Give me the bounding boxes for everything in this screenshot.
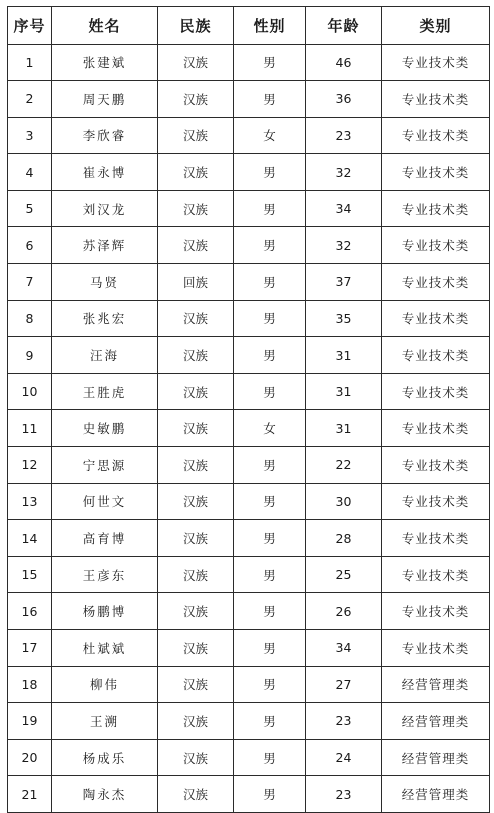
seq-cell: 3 xyxy=(8,117,52,154)
seq-cell: 12 xyxy=(8,447,52,484)
ethnicity-cell: 汉族 xyxy=(158,630,234,667)
table-row xyxy=(8,410,490,447)
sex-cell: 男 xyxy=(234,703,306,740)
sex-cell: 男 xyxy=(234,300,306,337)
header-ethnicity: 民族 xyxy=(158,7,234,45)
ethnicity-cell: 回族 xyxy=(158,264,234,301)
ethnicity-cell: 汉族 xyxy=(158,739,234,776)
sex-cell: 男 xyxy=(234,81,306,118)
category-cell: 专业技术类 xyxy=(382,337,490,374)
name-cell: 宁思源 xyxy=(52,447,158,484)
sex-cell: 男 xyxy=(234,154,306,191)
age-cell: 31 xyxy=(306,373,382,410)
age-cell: 37 xyxy=(306,264,382,301)
category-cell: 专业技术类 xyxy=(382,300,490,337)
name-cell: 王胜虎 xyxy=(52,373,158,410)
sex-cell: 男 xyxy=(234,593,306,630)
name-cell: 何世文 xyxy=(52,483,158,520)
seq-cell: 17 xyxy=(8,630,52,667)
seq-cell: 6 xyxy=(8,227,52,264)
header-age: 年龄 xyxy=(306,7,382,45)
table-row xyxy=(8,117,490,154)
category-cell: 经营管理类 xyxy=(382,776,490,813)
name-cell: 汪海 xyxy=(52,337,158,374)
sex-cell: 男 xyxy=(234,373,306,410)
seq-cell: 18 xyxy=(8,666,52,703)
sex-cell: 男 xyxy=(234,227,306,264)
ethnicity-cell: 汉族 xyxy=(158,337,234,374)
table-row xyxy=(8,154,490,191)
seq-cell: 9 xyxy=(8,337,52,374)
sex-cell: 女 xyxy=(234,117,306,154)
name-cell: 李欣睿 xyxy=(52,117,158,154)
seq-cell: 5 xyxy=(8,190,52,227)
table-row xyxy=(8,264,490,301)
table-row xyxy=(8,447,490,484)
table-row xyxy=(8,44,490,81)
header-row xyxy=(8,7,490,45)
name-cell: 杨成乐 xyxy=(52,739,158,776)
ethnicity-cell: 汉族 xyxy=(158,666,234,703)
category-cell: 专业技术类 xyxy=(382,190,490,227)
age-cell: 24 xyxy=(306,739,382,776)
seq-cell: 7 xyxy=(8,264,52,301)
table-row xyxy=(8,190,490,227)
category-cell: 专业技术类 xyxy=(382,410,490,447)
ethnicity-cell: 汉族 xyxy=(158,410,234,447)
seq-cell: 8 xyxy=(8,300,52,337)
seq-cell: 1 xyxy=(8,44,52,81)
category-cell: 经营管理类 xyxy=(382,739,490,776)
category-cell: 专业技术类 xyxy=(382,117,490,154)
name-cell: 王溯 xyxy=(52,703,158,740)
ethnicity-cell: 汉族 xyxy=(158,373,234,410)
name-cell: 刘汉龙 xyxy=(52,190,158,227)
category-cell: 经营管理类 xyxy=(382,666,490,703)
ethnicity-cell: 汉族 xyxy=(158,556,234,593)
table-row xyxy=(8,556,490,593)
category-cell: 专业技术类 xyxy=(382,373,490,410)
table-row xyxy=(8,520,490,557)
seq-cell: 16 xyxy=(8,593,52,630)
seq-cell: 4 xyxy=(8,154,52,191)
sex-cell: 男 xyxy=(234,739,306,776)
age-cell: 32 xyxy=(306,227,382,264)
ethnicity-cell: 汉族 xyxy=(158,154,234,191)
sex-cell: 男 xyxy=(234,776,306,813)
age-cell: 34 xyxy=(306,190,382,227)
seq-cell: 21 xyxy=(8,776,52,813)
ethnicity-cell: 汉族 xyxy=(158,593,234,630)
ethnicity-cell: 汉族 xyxy=(158,483,234,520)
category-cell: 经营管理类 xyxy=(382,703,490,740)
sex-cell: 男 xyxy=(234,520,306,557)
age-cell: 31 xyxy=(306,410,382,447)
category-cell: 专业技术类 xyxy=(382,520,490,557)
age-cell: 28 xyxy=(306,520,382,557)
age-cell: 27 xyxy=(306,666,382,703)
table-row xyxy=(8,227,490,264)
ethnicity-cell: 汉族 xyxy=(158,117,234,154)
seq-cell: 20 xyxy=(8,739,52,776)
category-cell: 专业技术类 xyxy=(382,227,490,264)
name-cell: 周天鹏 xyxy=(52,81,158,118)
name-cell: 杜斌斌 xyxy=(52,630,158,667)
age-cell: 35 xyxy=(306,300,382,337)
age-cell: 30 xyxy=(306,483,382,520)
table-row xyxy=(8,373,490,410)
sex-cell: 男 xyxy=(234,447,306,484)
category-cell: 专业技术类 xyxy=(382,556,490,593)
sex-cell: 男 xyxy=(234,630,306,667)
age-cell: 32 xyxy=(306,154,382,191)
table-body xyxy=(8,44,490,812)
category-cell: 专业技术类 xyxy=(382,483,490,520)
ethnicity-cell: 汉族 xyxy=(158,520,234,557)
age-cell: 22 xyxy=(306,447,382,484)
header-category: 类别 xyxy=(382,7,490,45)
category-cell: 专业技术类 xyxy=(382,264,490,301)
name-cell: 张建斌 xyxy=(52,44,158,81)
age-cell: 36 xyxy=(306,81,382,118)
sex-cell: 女 xyxy=(234,410,306,447)
name-cell: 史敏鹏 xyxy=(52,410,158,447)
age-cell: 34 xyxy=(306,630,382,667)
age-cell: 26 xyxy=(306,593,382,630)
category-cell: 专业技术类 xyxy=(382,154,490,191)
seq-cell: 2 xyxy=(8,81,52,118)
seq-cell: 10 xyxy=(8,373,52,410)
sex-cell: 男 xyxy=(234,190,306,227)
sex-cell: 男 xyxy=(234,337,306,374)
sex-cell: 男 xyxy=(234,666,306,703)
name-cell: 王彦东 xyxy=(52,556,158,593)
name-cell: 陶永杰 xyxy=(52,776,158,813)
name-cell: 苏泽辉 xyxy=(52,227,158,264)
name-cell: 柳伟 xyxy=(52,666,158,703)
name-cell: 杨鹏博 xyxy=(52,593,158,630)
seq-cell: 11 xyxy=(8,410,52,447)
roster-table xyxy=(7,6,490,813)
sex-cell: 男 xyxy=(234,44,306,81)
header-name: 姓名 xyxy=(52,7,158,45)
seq-cell: 13 xyxy=(8,483,52,520)
category-cell: 专业技术类 xyxy=(382,630,490,667)
seq-cell: 15 xyxy=(8,556,52,593)
ethnicity-cell: 汉族 xyxy=(158,190,234,227)
ethnicity-cell: 汉族 xyxy=(158,300,234,337)
table-row xyxy=(8,739,490,776)
category-cell: 专业技术类 xyxy=(382,81,490,118)
table-row xyxy=(8,81,490,118)
age-cell: 46 xyxy=(306,44,382,81)
ethnicity-cell: 汉族 xyxy=(158,776,234,813)
table-row xyxy=(8,703,490,740)
ethnicity-cell: 汉族 xyxy=(158,703,234,740)
ethnicity-cell: 汉族 xyxy=(158,44,234,81)
seq-cell: 19 xyxy=(8,703,52,740)
table-row xyxy=(8,593,490,630)
ethnicity-cell: 汉族 xyxy=(158,447,234,484)
roster-document xyxy=(7,6,489,803)
category-cell: 专业技术类 xyxy=(382,44,490,81)
category-cell: 专业技术类 xyxy=(382,447,490,484)
category-cell: 专业技术类 xyxy=(382,593,490,630)
name-cell: 张兆宏 xyxy=(52,300,158,337)
seq-cell: 14 xyxy=(8,520,52,557)
sex-cell: 男 xyxy=(234,556,306,593)
ethnicity-cell: 汉族 xyxy=(158,81,234,118)
table-row xyxy=(8,483,490,520)
name-cell: 崔永博 xyxy=(52,154,158,191)
header-sex: 性别 xyxy=(234,7,306,45)
age-cell: 31 xyxy=(306,337,382,374)
table-row xyxy=(8,337,490,374)
sex-cell: 男 xyxy=(234,483,306,520)
name-cell: 马贤 xyxy=(52,264,158,301)
table-row xyxy=(8,776,490,813)
header-seq: 序号 xyxy=(8,7,52,45)
table-row xyxy=(8,300,490,337)
name-cell: 高育博 xyxy=(52,520,158,557)
age-cell: 25 xyxy=(306,556,382,593)
age-cell: 23 xyxy=(306,703,382,740)
sex-cell: 男 xyxy=(234,264,306,301)
table-row xyxy=(8,630,490,667)
ethnicity-cell: 汉族 xyxy=(158,227,234,264)
age-cell: 23 xyxy=(306,117,382,154)
table-row xyxy=(8,666,490,703)
age-cell: 23 xyxy=(306,776,382,813)
table-header xyxy=(8,7,490,45)
